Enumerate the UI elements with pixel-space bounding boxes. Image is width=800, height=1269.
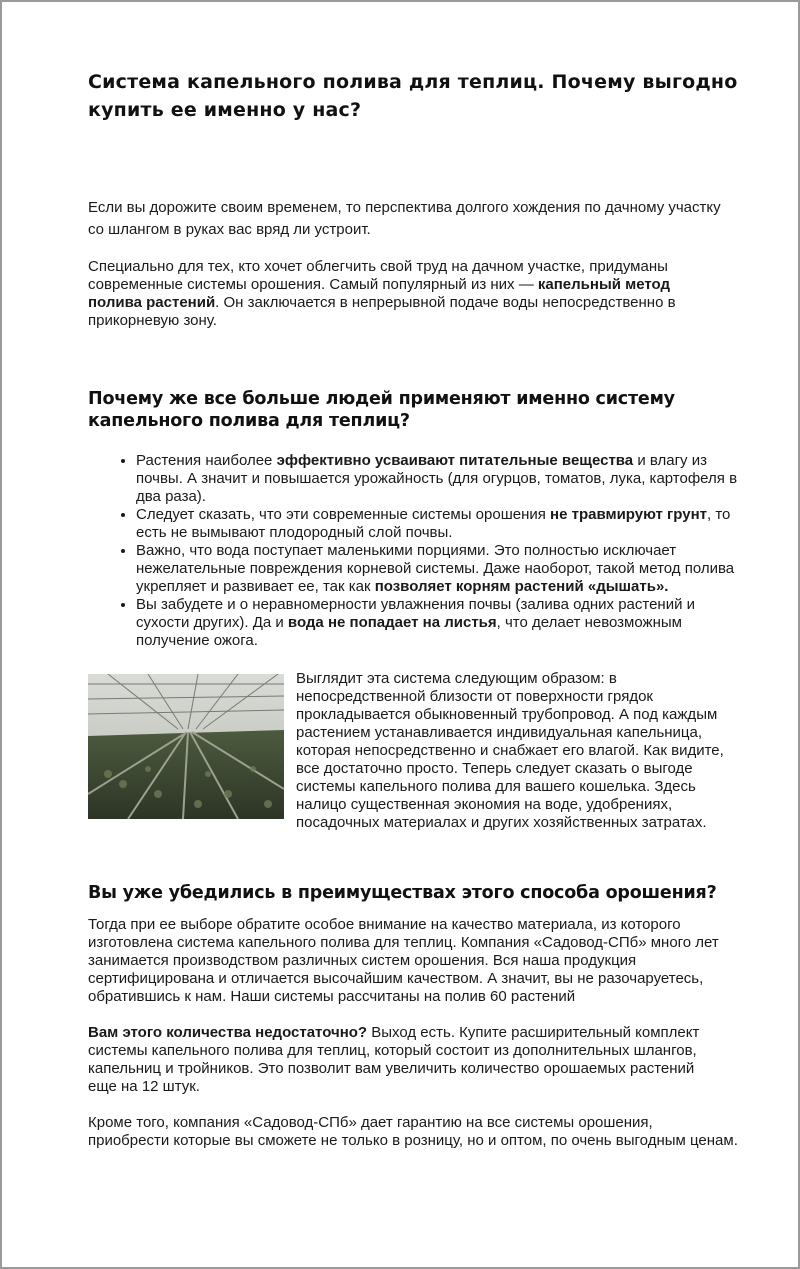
list-item: • Следует сказать, что эти современные системы орошения не травмируют грунт, то есть не вымывают плодородный слой почвы.: [136, 506, 738, 542]
intro-paragraph-1: Если вы дорожите своим временем, то перспектива долгого хождения по дачному участку со шлангом в руках вас вряд ли устроит.: [88, 199, 721, 238]
section2-heading: Вы уже убедились в преимуществах этого способа орошения?: [88, 883, 717, 903]
section1-heading: Почему же все больше людей применяют именно систему капельного полива для теплиц?: [88, 389, 675, 431]
intro-text-end: . Он заключается в непрерывной подаче воды непосредственно в прикорневую зону.: [88, 294, 676, 329]
section2-text: Выход есть. Купите расширительный комплект системы капельного полива для теплиц, который состоит из дополнительных шлангов, капельниц и тройников. Это позволит вам увеличить количество орошаемых растений еще на 12 штук.: [88, 1024, 700, 1095]
list-item: • Растения наиболее эффективно усваивают питательные вещества и влагу из почвы. А значит и повышается урожайность (для огурцов, томатов, лука, картофеля в два раза).: [136, 452, 738, 506]
section2-paragraph-1: Тогда при ее выборе обратите особое внимание на качество материала, из которого изготовлена система капельного полива для теплиц. Компания «Садовод-СПб» много лет занимается производством различных систем орошения. Вся наша продукция сертифицирована и отличается высочайшим качеством. А значит, вы не разочаруетесь, обратившись к нам. Наши системы рассчитаны на полив 60 растений: [88, 916, 719, 1005]
page-title: Система капельного полива для теплиц. Почему выгодно купить ее именно у нас?: [88, 71, 738, 121]
intro-bold: капельный метод полива растений: [88, 276, 671, 311]
intro-paragraph-2: [88, 258, 728, 330]
image-description-paragraph: Выглядит эта система следующим образом: в непосредственной близости от поверхности грядок прокладывается обыкновенный трубопровод. А под каждым растением устанавливается индивидуальная капельница, которая непосредственно и снабжает его влагой. Как видите, все достаточно просто. Теперь следует сказать о выгоде системы капельного полива для вашего кошелька. Здесь налицо существенная экономия на воде, удобрениях, посадочных материалах и других хозяйственных затратах.: [296, 670, 724, 831]
list-item: • Важно, что вода поступает маленькими порциями. Это полностью исключает нежелательные повреждения корневой системы. Даже наоборот, такой метод полива укрепляет и развивает ее, так как позволяет корням растений «дышать».: [136, 542, 738, 596]
document-page: [88, 68, 738, 1150]
list-item: • Вы забудете и о неравномерности увлажнения почвы (залива одних растений и сухости других). Да и вода не попадает на листья, что делает невозможным получение ожога.: [136, 596, 738, 650]
intro-text: Специально для тех, кто хочет облегчить свой труд на дачном участке, придуманы современные системы орошения. Самый популярный из них —: [88, 258, 668, 293]
section2-paragraph-3: Кроме того, компания «Садовод-СПб» дает гарантию на все системы орошения, приобрести которые вы сможете не только в розницу, но и оптом, по очень выгодным ценам.: [88, 1114, 738, 1149]
image-text-block: [88, 670, 738, 832]
greenhouse-photo: [88, 674, 284, 819]
section2-bold: Вам этого количества недостаточно?: [88, 1024, 368, 1041]
section2-paragraph-2: [88, 1024, 708, 1096]
benefits-list: [88, 452, 738, 650]
